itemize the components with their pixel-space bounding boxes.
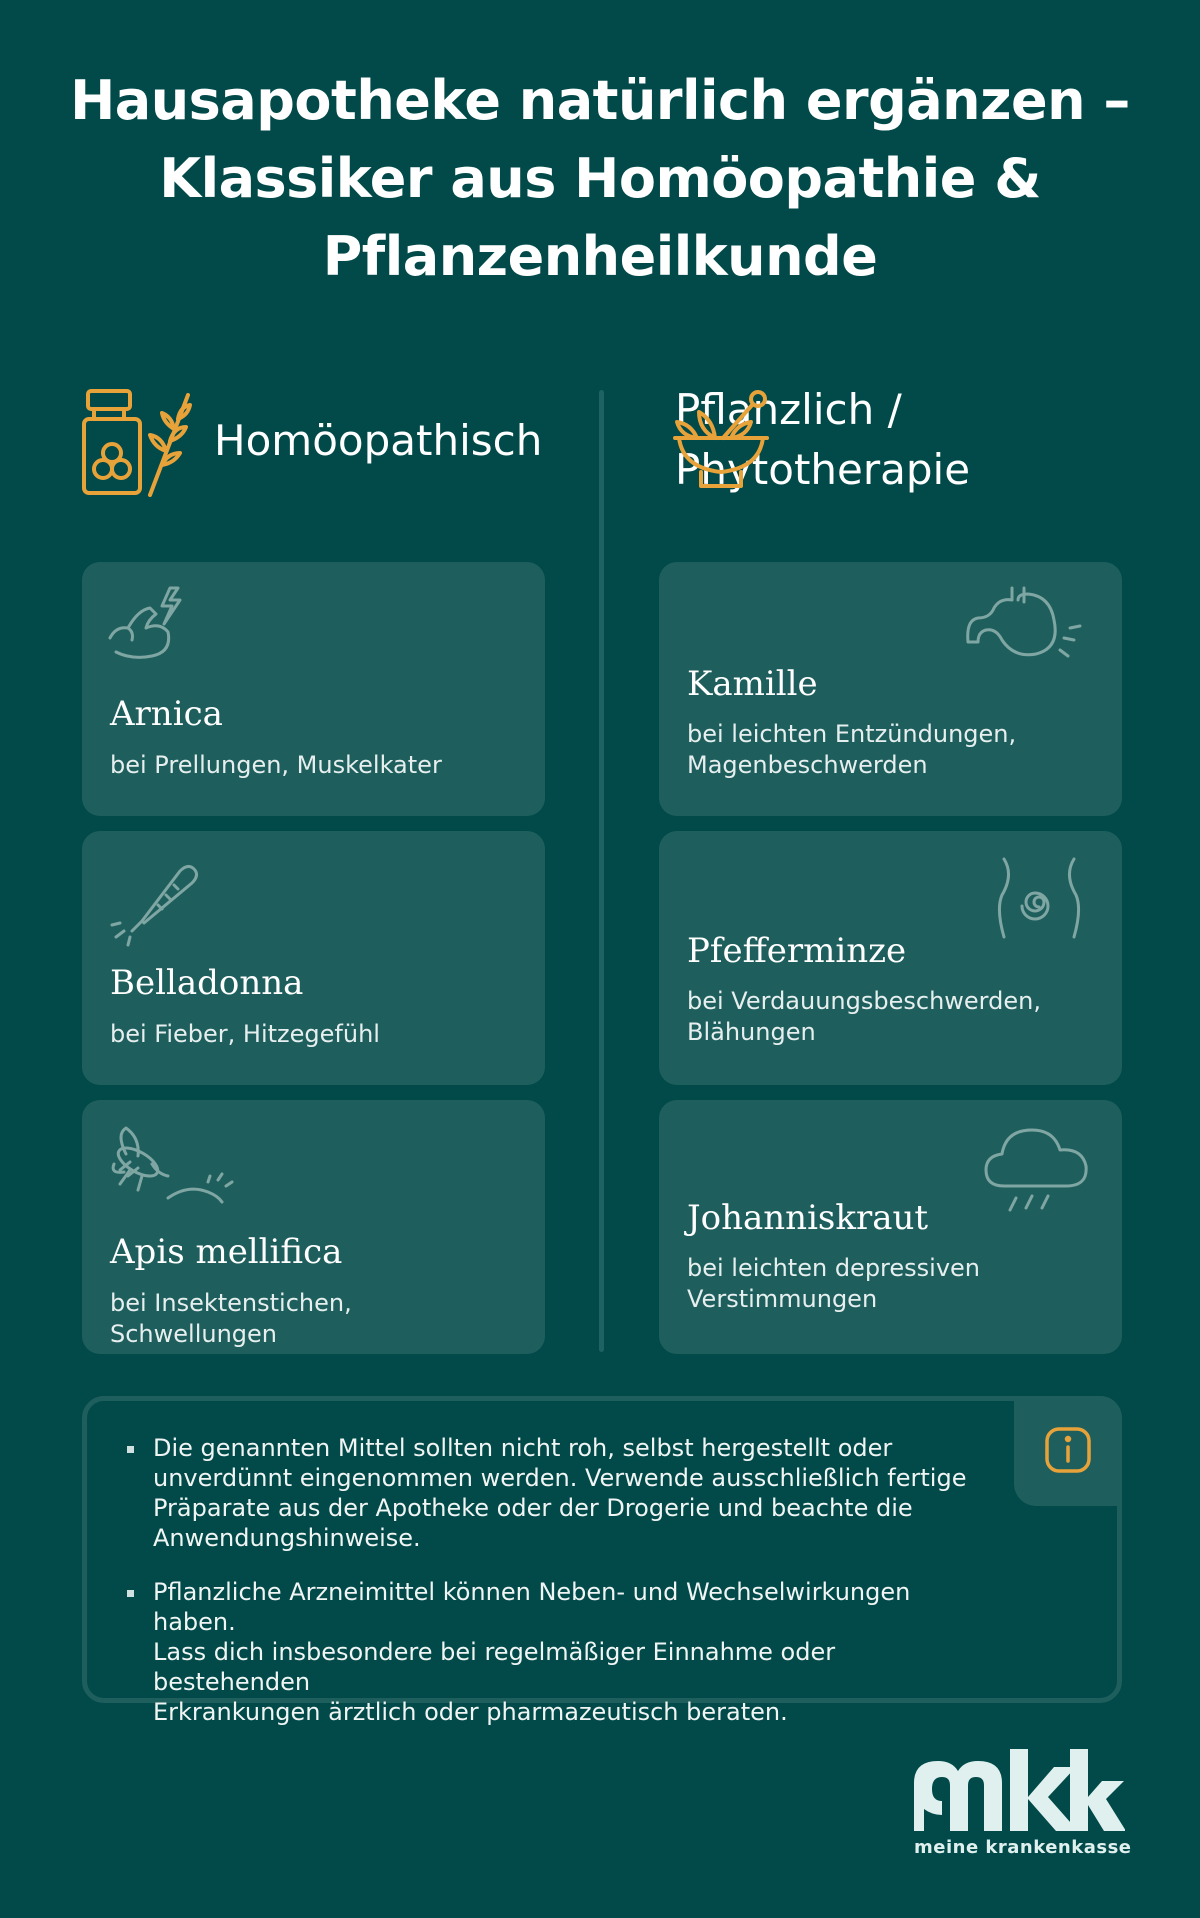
insect-icon [108,1118,248,1218]
remedy-card-johanniskraut [659,1100,1122,1354]
info-box [82,1396,1122,1726]
page-title: Hausapotheke natürlich ergänzen – Klassiker aus Homöopathie & Pflanzenheilkunde [70,69,1130,288]
remedy-card-pfefferminze [659,831,1122,1085]
remedy-description: bei Prellungen, Muskelkater [110,751,442,779]
mkk-tagline: meine krankenkasse [914,1837,1132,1858]
remedy-name: Arnica [110,694,223,734]
info-list [127,1433,977,1751]
stomach-icon [964,584,1086,676]
remedy-name: Belladonna [110,963,304,1003]
remedy-description: bei leichten depressiven Verstimmungen [687,1254,981,1313]
bottle-and-herb-icon [80,385,192,497]
remedy-description: bei leichten Entzündungen, Magenbeschwerden [687,720,1017,779]
mkk-wordmark [910,1745,1125,1835]
homeopathy-heading [80,385,542,497]
info-tab [1014,1396,1122,1506]
remedy-name: Pfefferminze [687,931,907,971]
rain-cloud-icon [982,1124,1092,1220]
homeopathy-label: Homöopathisch [214,416,543,465]
column-divider [599,390,604,1352]
mortar-and-pestle-icon [667,386,775,494]
remedy-name: Johanniskraut [687,1198,929,1238]
thermometer-icon [106,849,206,949]
belly-icon [996,857,1082,941]
remedy-description: bei Fieber, Hitzegefühl [110,1020,380,1048]
remedy-card-belladonna [82,831,545,1085]
phytotherapy-label-line2: Phytotherapie [675,445,971,494]
mkk-logo [910,1745,1132,1865]
remedy-name: Apis mellifica [110,1232,343,1272]
info-item-side-effects: Pflanzliche Arzneimittel können Neben- und Wechselwirkungen haben. Lass dich insbesondere bei regelmäßiger Einnahme oder bestehenden Erkrankungen ärztlich oder pharmazeutisch beraten. [127,1577,977,1727]
phytotherapy-label-line1: Pflanzlich / [675,385,902,434]
info-item-ready-made: Die genannten Mittel sollten nicht roh, selbst hergestellt oder unverdünnt eingenommen werden. Verwende ausschließlich fertige Präparate aus der Apotheke oder der Drogerie und beachte die Anwendungshinweise. [127,1433,977,1553]
phytotherapy-heading [675,380,970,500]
remedy-name: Kamille [687,664,818,704]
info-icon [1044,1426,1092,1474]
remedy-description: bei Insektenstichen, Schwellungen [110,1289,352,1348]
remedy-description: bei Verdauungsbeschwerden, Blähungen [687,987,1041,1046]
remedy-card-apis [82,1100,545,1354]
muscle-icon [106,584,206,674]
remedy-card-arnica [82,562,545,816]
remedy-card-kamille [659,562,1122,816]
